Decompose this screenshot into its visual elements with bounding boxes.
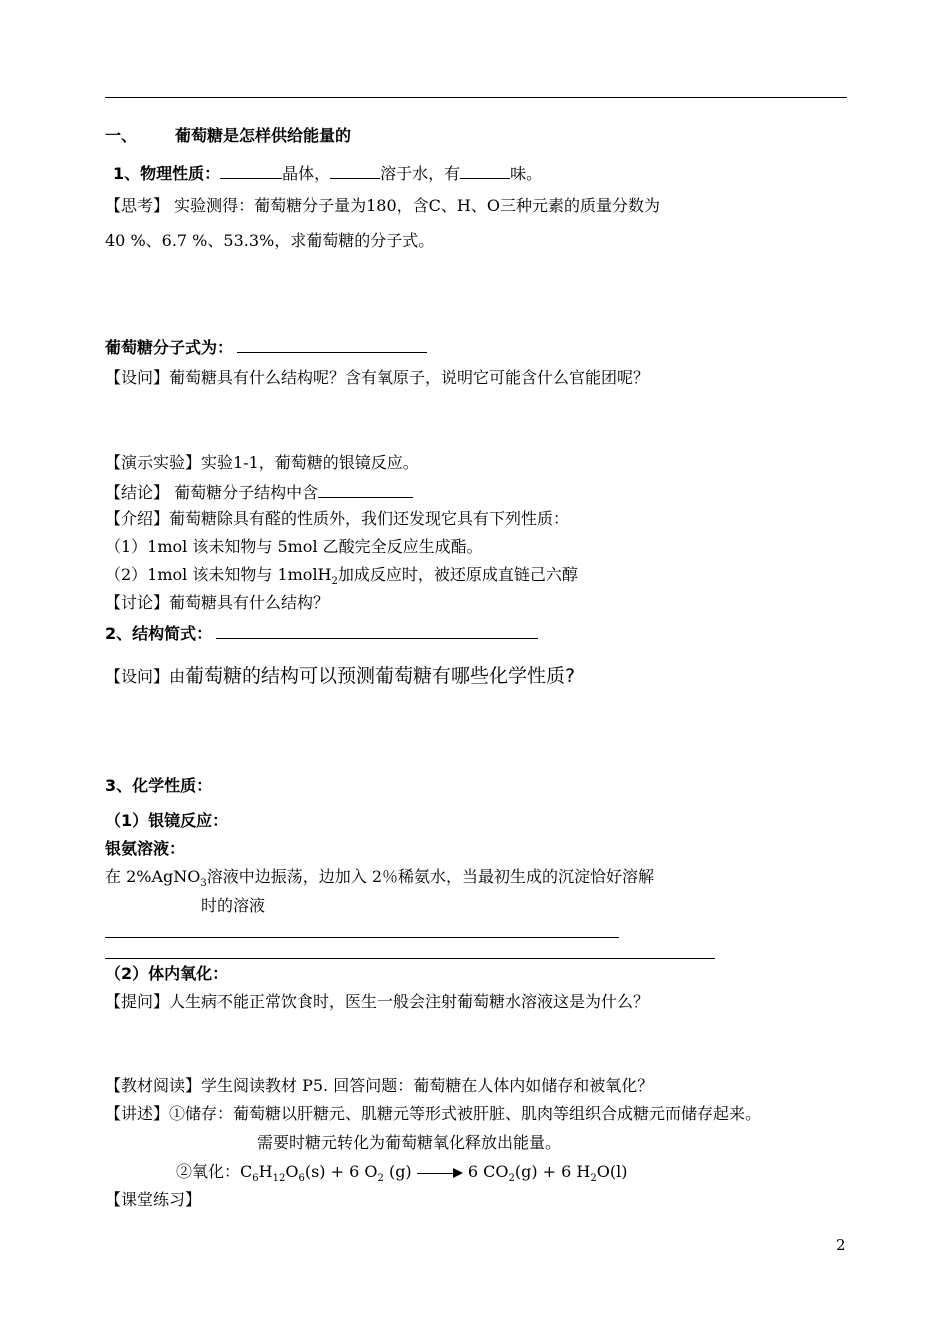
blank-conclusion — [318, 481, 413, 498]
eq-c-n: 6 — [252, 1173, 259, 1185]
physical-text-3: 味。 — [510, 164, 543, 183]
formula-label: 葡萄糖分子式为： — [105, 338, 234, 357]
silver-ammonia-desc — [105, 867, 654, 894]
formula-line — [105, 336, 427, 358]
think-text: 实验测得：葡萄糖分子量为180，含C、H、O三种元素的质量分数为 — [174, 196, 660, 215]
physical-text-1: 晶体， — [282, 164, 331, 183]
eq-lhs-tail: (s) + 6 O — [304, 1162, 378, 1181]
silver-desc-pre: 在 2%AgNO — [105, 867, 201, 886]
eq-rhs-3: O(l) — [596, 1162, 628, 1181]
eq-h: H — [258, 1162, 273, 1181]
property-2-pre: （2）1mol 该未知物与 1molH — [105, 565, 332, 584]
chemical-properties: 3、化学性质： — [105, 776, 213, 795]
header-rule — [105, 97, 847, 98]
eq-rhs-2: (g) + 6 H — [514, 1162, 591, 1181]
eq-o: O — [285, 1162, 299, 1181]
oxidation-heading: （2）体内氧化： — [105, 964, 229, 983]
eq-co2-n: 2 — [508, 1173, 515, 1185]
physical-properties — [113, 162, 542, 184]
eq-o2-n: 2 — [377, 1173, 384, 1185]
question-2-tag: 【设问】由 — [105, 667, 186, 686]
think-line-2: 40 %、6.7 %、53.3%，求葡萄糖的分子式。 — [105, 231, 435, 250]
property-2-post: 加成反应时，被还原成直链己六醇 — [337, 565, 578, 584]
answer-line-1 — [105, 937, 619, 938]
reaction-arrow-icon — [417, 1166, 463, 1180]
conclusion-line — [105, 481, 413, 503]
section-number: 一、 — [105, 126, 138, 145]
eq-h2o-n: 2 — [590, 1173, 597, 1185]
silver-ammonia-label: 银氨溶液： — [105, 839, 186, 858]
answer-line-2 — [105, 958, 715, 959]
reading-line: 【教材阅读】学生阅读教材 P5. 回答问题：葡萄糖在人体内如储存和被氧化？ — [105, 1076, 654, 1095]
eq-lhs-end: (g) — [383, 1162, 412, 1181]
page-number: 2 — [836, 1236, 846, 1254]
section-title: 葡萄糖是怎样供给能量的 — [175, 126, 352, 145]
eq-c: C — [240, 1162, 253, 1181]
question-1: 【设问】葡萄糖具有什么结构呢？含有氧原子，说明它可能含什么官能团呢？ — [105, 368, 650, 387]
silver-ammonia-desc-2: 时的溶液 — [201, 896, 266, 915]
ask-line: 【提问】人生病不能正常饮食时，医生一般会注射葡萄糖水溶液这是为什么？ — [105, 992, 650, 1011]
structure-line — [105, 622, 538, 644]
discuss-line: 【讨论】葡萄糖具有什么结构？ — [105, 593, 330, 612]
blank-solubility — [330, 162, 380, 179]
equation-label: ②氧化： — [176, 1162, 241, 1181]
structure-label: 2、结构简式： — [105, 624, 213, 643]
blank-structure — [216, 622, 538, 639]
silver-desc-sub: 3 — [200, 878, 207, 890]
question-2-text: 葡萄糖的结构可以预测葡萄糖有哪些化学性质? — [185, 665, 576, 687]
property-1: （1）1mol 该未知物与 5mol 乙酸完全反应生成酯。 — [105, 537, 483, 556]
blank-crystal — [220, 162, 282, 179]
demo-experiment: 【演示实验】实验1-1，葡萄糖的银镜反应。 — [105, 453, 419, 472]
property-2-sub: 2 — [331, 576, 338, 588]
silver-desc-post: 溶液中边振荡，边加入 2％稀氨水，当最初生成的沉淀恰好溶解 — [206, 867, 655, 886]
intro-line: 【介绍】葡萄糖除具有醛的性质外，我们还发现它具有下列性质： — [105, 509, 570, 528]
silver-mirror-heading: （1）银镜反应： — [105, 811, 229, 830]
eq-o-n: 6 — [298, 1173, 305, 1185]
eq-h-n: 12 — [272, 1173, 286, 1185]
practice-line: 【课堂练习】 — [105, 1190, 202, 1209]
lecture-line-2: 需要时糖元转化为葡萄糖氧化释放出能量。 — [257, 1133, 562, 1152]
lecture-line-1: 【讲述】①储存：葡萄糖以肝糖元、肌糖元等形式被肝脏、肌肉等组织合成糖元而储存起来。 — [105, 1104, 762, 1123]
question-2 — [105, 666, 575, 687]
physical-text-2: 溶于水，有 — [380, 164, 461, 183]
oxidation-equation — [176, 1162, 627, 1189]
think-line-1 — [105, 196, 660, 216]
blank-formula — [237, 336, 427, 353]
think-tag: 【思考】 — [105, 196, 170, 215]
property-2 — [105, 565, 578, 592]
conclusion-text: 葡萄糖分子结构中含 — [174, 483, 319, 502]
conclusion-tag: 【结论】 — [105, 483, 170, 502]
physical-label: 1、物理性质： — [113, 164, 221, 183]
eq-rhs-1: 6 CO — [467, 1162, 509, 1181]
blank-taste — [460, 162, 510, 179]
section-heading — [105, 126, 351, 146]
